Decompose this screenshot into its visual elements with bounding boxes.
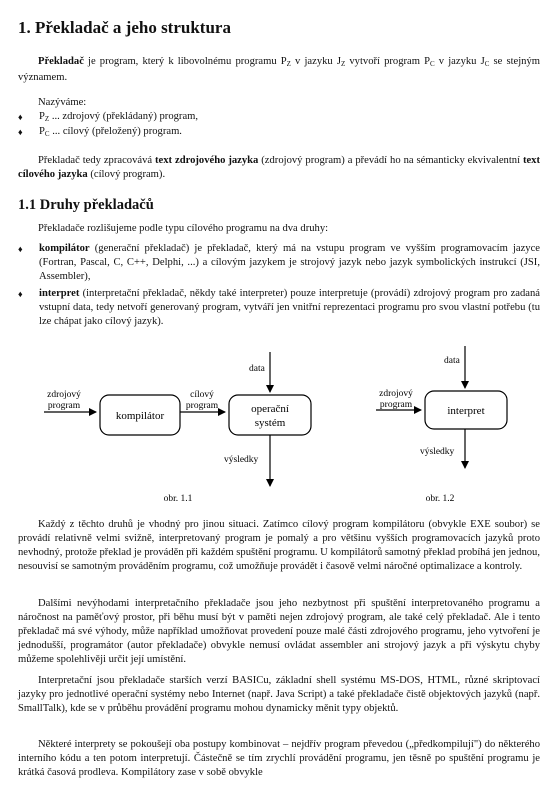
bullet-icon: ♦ (18, 112, 23, 122)
intro-paragraph: Překladač je program, který k libovolnému programu $P_Z$ v jazyku $J_Z$ vytvoří program $P_C$ v jazyku $J_C$ se stejným významem. (18, 56, 541, 83)
body-paragraph-4: Některé interprety se pokoušejí oba postupy kombinovat – nejdřív program převedou („předkompilují") do některého interního kódu a ten potom interpretují. Částečně se tím zrychlí provádění programu, jen těsně po spuštění programu je krátká časová prodleva. Kompilátory zase v sobě obvykle (18, 739, 540, 778)
body-paragraph-3: Interpretační jsou překladače starších verzí BASICu, základní shell systému MS-DOS, HTML, různé skriptovací jazyky pro jednotlivé operační systémy nebo Internet (např. Java Script) a také překladače čistě objektových jazyků (např. SmallTalk), kde se v průběhu provádění programu mohou dynamicky měnit typy objektů. (18, 675, 540, 714)
types-intro: Překladače rozlišujeme podle typu cílového programu na dva druhy: (38, 223, 329, 234)
body-paragraph-1: Každý z těchto druhů je vhodný pro jinou situaci. Zatímco cílový program kompilátoru (obvykle EXE soubor) se provádí relativně velmi svižně, interpretovaný program je pomalý a pro většinu vyšších programovacích jazyků proto nevhodný, protože překlad je prováděn při každém spuštění programu. U kompilátorů samotný překlad probíhá jen jednou, nesouvisí se samotným prováděním programu, což umožňuje provádět i časově velmi náročné optimalizace a kontroly. (18, 519, 540, 572)
bullet-icon: ♦ (18, 127, 23, 137)
d1-compiler-label: kompilátor (115, 410, 165, 422)
process-paragraph: Překladač tedy zpracovává text zdrojového jazyka (zdrojový program) a převádí ho na sémanticky ekvivalentní text cílového jazyka (cílový program). (18, 155, 541, 180)
bullet-icon: ♦ (18, 244, 23, 254)
d2-input-label-2: program (379, 400, 413, 410)
section-heading: 1.1 Druhy překladačů (18, 197, 154, 213)
naming-item: ♦ $P_C$ ... cílový (přeložený) program. (18, 126, 182, 138)
compiler-diagram (44, 352, 311, 504)
d1-output-label: výsledky (224, 455, 259, 465)
d1-input-label-1: zdrojový (47, 390, 81, 400)
naming-label: Nazýváme: (38, 97, 87, 108)
d1-caption: obr. 1.1 (163, 494, 193, 504)
d1-os-box (229, 395, 311, 435)
type-item-interpreter: ♦ interpret (interpretační překladač, někdy také interpreter) pouze interpretuje (provádí) zdrojový program pro zadaná vstupní data, tedy netvoří generovaný program, vytváří jen vnitřní reprezentaci programu pro svou vlastní potřebu (tu lze chápat jako cílový jazyk). (18, 288, 540, 327)
d2-interpreter-label: interpret (447, 405, 485, 417)
d2-output-label: výsledky (420, 447, 455, 457)
body-paragraph-2: Dalšími nevýhodami interpretačního překladače jsou jeho nezbytnost při spuštění interpretovaného programu a náročnost na paměťový prostor, při běhu musí být v paměti nejen zdrojový program, ale také celý překladač. Ale i tento překladač má své výhody, může například umožňovat provedení pouze malé části zdrojového programu, jeho vytvoření je jednodušší, programátor (autor překladače) obvykle nemusí ovládat assembler ani strojový jazyk a při výskytu chyby můžeme spolehlivěji určit její umístění. (18, 598, 540, 665)
d2-caption: obr. 1.2 (425, 494, 455, 504)
d2-input-label-1: zdrojový (379, 389, 413, 399)
d1-mid-label-2: program (185, 401, 219, 411)
naming-item: ♦ $P_Z$ ... zdrojový (překládaný) program, (18, 111, 199, 123)
interpreter-diagram (376, 346, 507, 504)
d1-data-label: data (249, 364, 265, 374)
d1-input-label-2: program (47, 401, 81, 411)
d1-mid-label-1: cílový (190, 390, 214, 400)
d1-os-label-2: systém (254, 417, 286, 429)
type-item-compiler: ♦ kompilátor (generační překladač) je překladač, který má na vstupu program ve vyšším programovacím jazyce (Fortran, Pascal, C, C++, Delphi, ...) a cílovým jazykem je strojový jazyk nebo jazyk symbolických instrukcí (JSI, Assembler), (18, 243, 540, 282)
d1-os-label-1: operační (251, 403, 289, 415)
diagrams (18, 338, 540, 508)
intro-term: Překladač (38, 56, 84, 67)
chapter-heading: 1. Překladač a jeho struktura (18, 18, 231, 37)
d2-data-label: data (444, 356, 460, 366)
bullet-icon: ♦ (18, 289, 23, 299)
